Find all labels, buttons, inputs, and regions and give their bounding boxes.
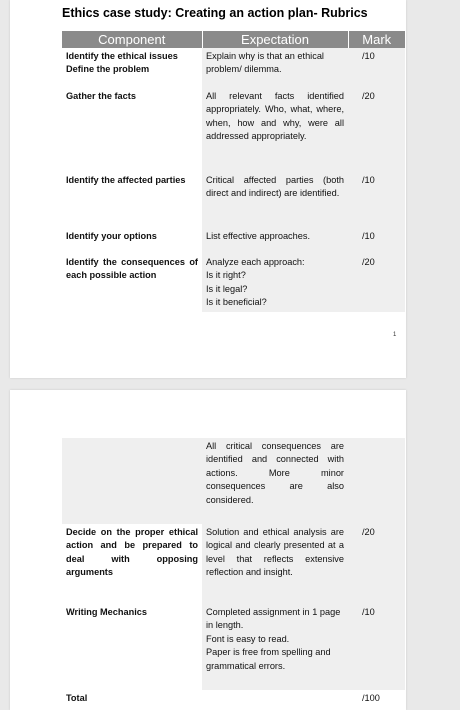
mark-cell: /10 bbox=[348, 228, 405, 254]
page-number: 1 bbox=[393, 332, 397, 338]
table-row bbox=[62, 88, 405, 172]
mark-cell: /100 bbox=[348, 690, 405, 710]
mark-cell: /10 bbox=[348, 604, 405, 690]
expectation-cell: All critical consequences are identified and connected with actions. More minor consequences are also considered. bbox=[202, 438, 348, 524]
table-row bbox=[62, 604, 405, 690]
component-cell: Writing Mechanics bbox=[62, 604, 202, 690]
mark-cell: /20 bbox=[348, 254, 405, 312]
header-mark: Mark bbox=[348, 31, 405, 48]
component-cell: Identify the consequences of each possible action bbox=[62, 254, 202, 312]
component-cell: Total bbox=[62, 690, 202, 710]
header-expectation: Expectation bbox=[202, 31, 348, 48]
expectation-cell: List effective approaches. bbox=[202, 228, 348, 254]
mark-cell: /10 bbox=[348, 172, 405, 228]
document-title: Ethics case study: Creating an action plan- Rubrics bbox=[62, 6, 368, 20]
document-page-1 bbox=[10, 0, 406, 378]
expectation-cell: Solution and ethical analysis are logical and clearly presented at a level that reflects extensive reflection and insight. bbox=[202, 524, 348, 604]
table-row bbox=[62, 172, 405, 228]
expectation-cell: All relevant facts identified appropriately. Who, what, where, when, how and why, were all addressed appropriately. bbox=[202, 88, 348, 172]
rubric-table bbox=[62, 31, 405, 312]
table-row bbox=[62, 48, 405, 88]
component-cell: Identify the affected parties bbox=[62, 172, 202, 228]
table-row bbox=[62, 690, 405, 710]
table-row bbox=[62, 524, 405, 604]
table-row bbox=[62, 438, 405, 524]
rubric-table-continued bbox=[62, 438, 405, 710]
expectation-cell: Analyze each approach: Is it right? Is it legal? Is it beneficial? bbox=[202, 254, 348, 312]
mark-cell: /20 bbox=[348, 524, 405, 604]
component-cell bbox=[62, 438, 202, 524]
table-row bbox=[62, 254, 405, 312]
component-cell: Identify the ethical issues Define the problem bbox=[62, 48, 202, 88]
expectation-cell: Explain why is that an ethical problem/ dilemma. bbox=[202, 48, 348, 88]
header-component: Component bbox=[62, 31, 202, 48]
mark-cell: /10 bbox=[348, 48, 405, 88]
mark-cell: /20 bbox=[348, 88, 405, 172]
expectation-cell: Completed assignment in 1 page in length. Font is easy to read. Paper is free from spelling and grammatical errors. bbox=[202, 604, 348, 690]
component-cell: Gather the facts bbox=[62, 88, 202, 172]
mark-cell bbox=[348, 438, 405, 524]
table-header-row bbox=[62, 31, 405, 48]
expectation-cell: Critical affected parties (both direct and indirect) are identified. bbox=[202, 172, 348, 228]
table-row bbox=[62, 228, 405, 254]
expectation-cell bbox=[202, 690, 348, 710]
document-page-2 bbox=[10, 390, 406, 710]
component-cell: Identify your options bbox=[62, 228, 202, 254]
component-cell: Decide on the proper ethical action and be prepared to deal with opposing arguments bbox=[62, 524, 202, 604]
